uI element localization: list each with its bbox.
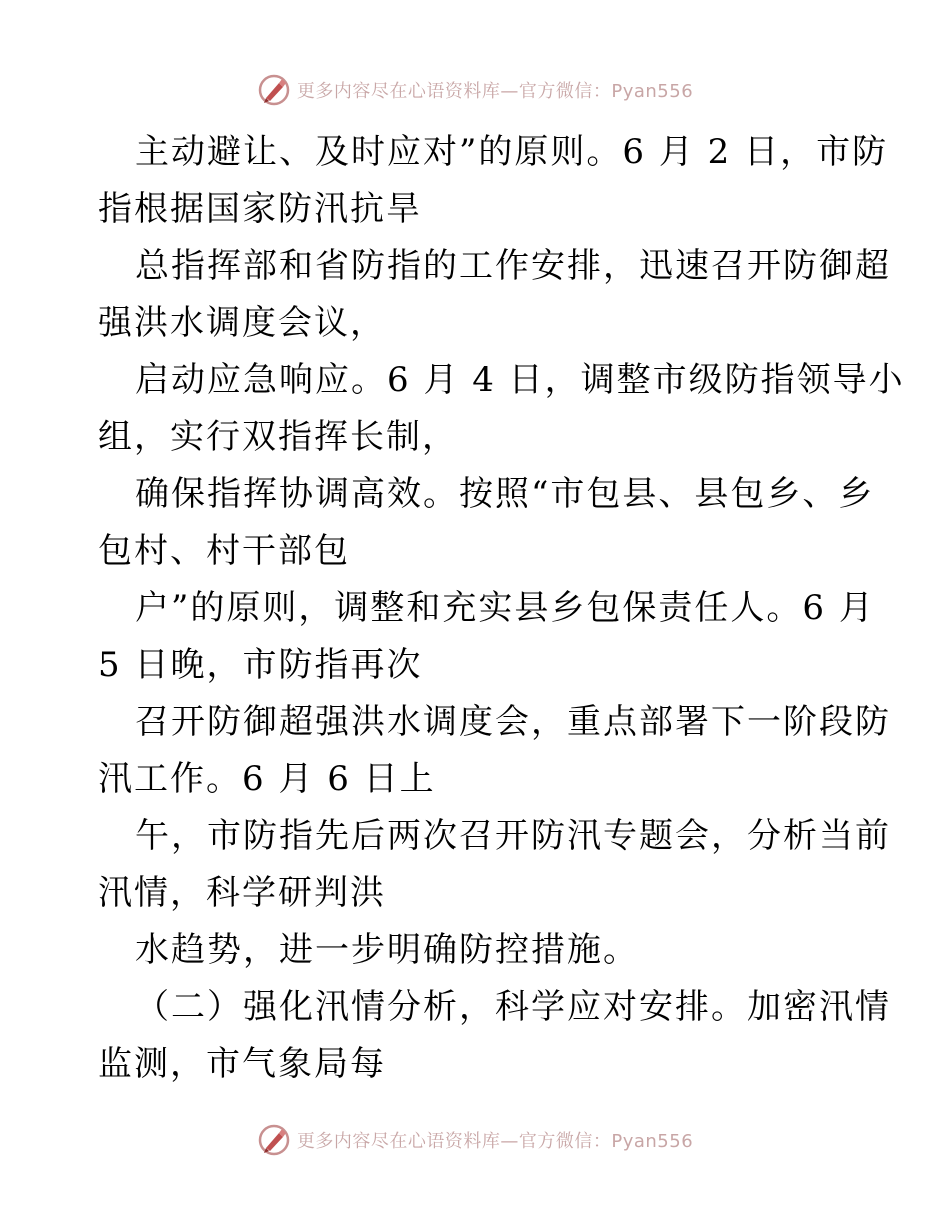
text-line: 监测，市气象局每 xyxy=(98,1044,386,1084)
text-line: 确保指挥协调高效。按照“市包县、县包乡、乡 xyxy=(135,474,875,514)
text-line: 启动应急响应。6 月 4 日，调整市级防指领导小 xyxy=(135,360,905,400)
text-line: 组，实行双指挥长制， xyxy=(98,417,458,457)
text-line: 指根据国家防汛抗旱 xyxy=(98,189,422,229)
text-line: 总指挥部和省防指的工作安排，迅速召开防御超 xyxy=(135,246,891,286)
text-line: 5 日晚，市防指再次 xyxy=(98,645,423,685)
header-watermark xyxy=(0,70,950,110)
text-line: 水趋势，进一步明确防控措施。 xyxy=(135,930,639,970)
text-line: 户”的原则，调整和充实县乡包保责任人。6 月 xyxy=(135,588,875,628)
text-line: 包村、村干部包 xyxy=(98,531,350,571)
text-line: 主动避让、及时应对”的原则。6 月 2 日，市防 xyxy=(135,132,889,172)
text-line: 强洪水调度会议， xyxy=(98,303,386,343)
pen-logo-icon xyxy=(257,1123,291,1157)
text-line: 汛情，科学研判洪 xyxy=(98,873,386,913)
footer-watermark xyxy=(0,1120,950,1160)
text-line: （二）强化汛情分析，科学应对安排。加密汛情 xyxy=(135,987,891,1027)
text-line: 汛工作。6 月 6 日上 xyxy=(98,759,436,799)
document-body xyxy=(98,124,905,1093)
pen-logo-icon xyxy=(257,73,291,107)
watermark-text: 更多内容尽在心语资料库—官方微信：Pyan556 xyxy=(296,81,694,102)
text-line: 召开防御超强洪水调度会，重点部署下一阶段防 xyxy=(135,702,891,742)
text-line: 午，市防指先后两次召开防汛专题会，分析当前 xyxy=(135,816,891,856)
watermark-text: 更多内容尽在心语资料库—官方微信：Pyan556 xyxy=(296,1131,694,1152)
